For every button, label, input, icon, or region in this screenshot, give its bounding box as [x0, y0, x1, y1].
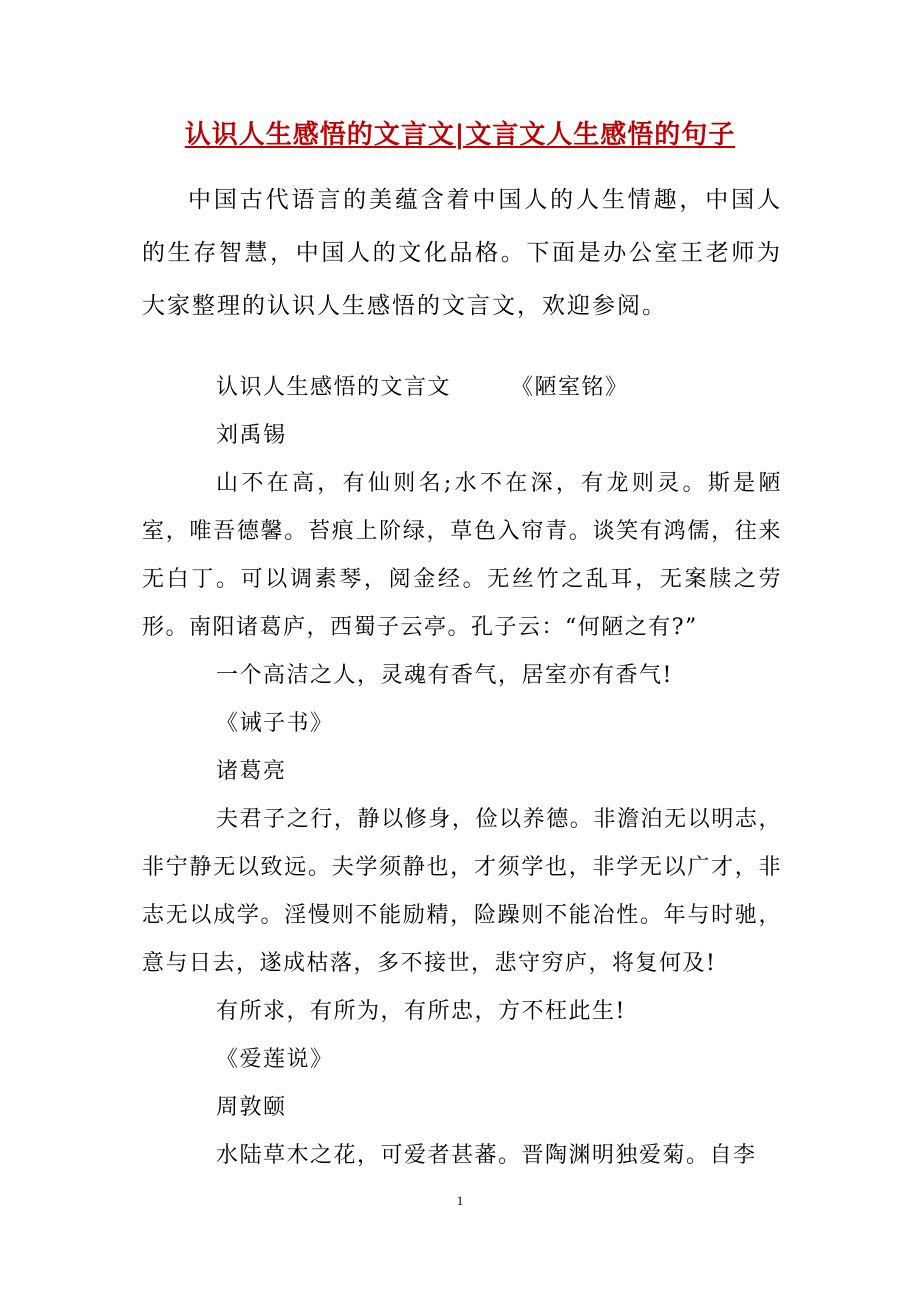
work-text: 水陆草木之花，可爱者甚蕃。晋陶渊明独爱菊。自李 — [216, 1143, 757, 1168]
document-title: 认识人生感悟的文言文|文言文人生感悟的句子 — [184, 120, 736, 150]
work-title: 《爱莲说》 — [216, 1047, 334, 1072]
work-author: 周敦颐 — [216, 1095, 287, 1120]
page-number: 1 — [456, 1193, 464, 1208]
work-author: 诸葛亮 — [216, 759, 287, 784]
intro-paragraph: 中国古代语言的美蕴含着中国人的人生情趣，中国人的生存智慧，中国人的文化品格。下面是办公室王老师为大家整理的认识人生感悟的文言文，欢迎参阅。 — [142, 187, 782, 319]
document-body — [142, 364, 782, 1180]
work-text: 山不在高，有仙则名;水不在深，有龙则灵。斯是陋室，唯吾德馨。苔痕上阶绿，草色入帘青。谈笑有鸿儒，往来无白丁。可以调素琴，阅金经。无丝竹之乱耳，无案牍之劳形。南阳诸葛庐，西蜀子云亭。孔子云：“何陋之有?” — [142, 471, 782, 640]
work-comment: 有所求，有所为，有所忠，方不枉此生! — [216, 999, 626, 1024]
work-title: 《诫子书》 — [216, 711, 334, 736]
work-text: 夫君子之行，静以修身，俭以养德。非澹泊无以明志，非宁静无以致远。夫学须静也，才须学也，非学无以广才，非志无以成学。淫慢则不能励精，险躁则不能冶性。年与时驰，意与日去，遂成枯落，多不接世，悲守穷庐，将复何及! — [142, 807, 782, 976]
section-heading-line — [142, 364, 782, 412]
work-author: 刘禹锡 — [216, 423, 287, 448]
section-heading: 认识人生感悟的文言文 — [216, 375, 452, 400]
work-comment: 一个高洁之人，灵魂有香气，居室亦有香气! — [216, 663, 673, 688]
work-title: 《陋室铭》 — [511, 375, 629, 400]
